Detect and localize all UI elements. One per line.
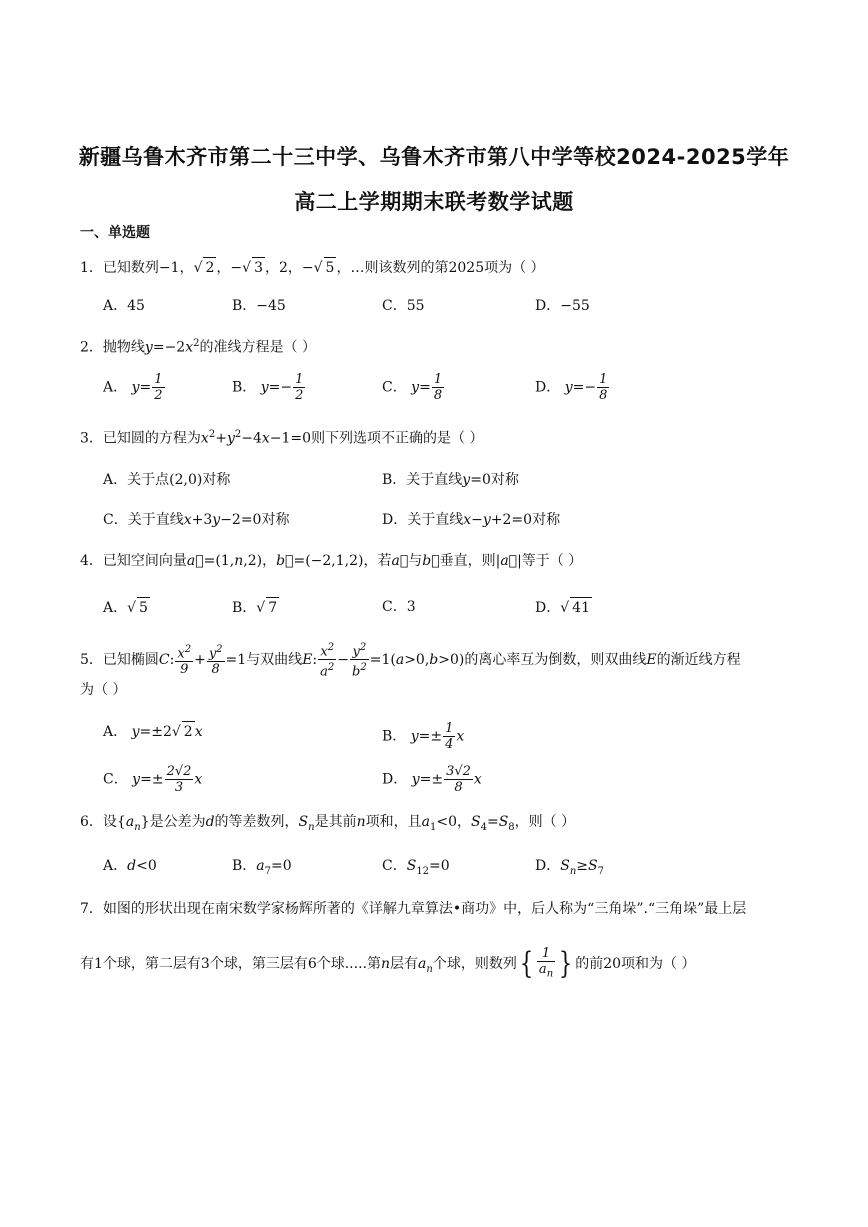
q1-option-c: C．55 [382,298,425,314]
q2-option-c: C． y= $\frac{1}{8}$ [382,372,443,403]
q4-option-a: A．√ 5 [103,597,150,618]
q3-option-a: A．关于点(2,0)对称 [103,472,231,488]
q6-option-d: D．$S_n\ge S_7$ [535,858,604,877]
q4-option-d: D．√ 41 [535,597,592,618]
question-6: 6．设$\{a_n\}$是公差为d的等差数列，$S_n$是其前n项和，且$a_1<0$，$S_4=S_8$，则（ ） [80,814,576,833]
section-heading: 一、单选题 [80,225,150,241]
q6-option-b: B．$a_7=0$ [232,858,292,877]
question-1: 1．已知数列−1，√ 2 ，−√ 3 ，2，−√ 5 ，…则该数列的第2025项为（ ） [80,257,545,278]
q4-option-b: B．√ 7 [232,597,279,618]
q2-option-d: D． y=− $\frac{1}{8}$ [535,372,608,403]
q1-option-a: A．45 [103,298,145,314]
question-2: 2．抛物线$y=-2x^2$的准线方程是（ ） [80,338,316,356]
q4-option-c: C．3 [382,599,416,615]
q5-option-a: A． y=±2√ 2 x [103,721,203,742]
q3-option-b: B．关于直线y=0对称 [382,472,519,488]
question-7-line-2: 有1个球，第二层有3个球，第三层有6个球.....第n层有$a_n$个球，则数列{ $\frac{1}{a_n}$ } 的前20项和为（ ） [80,945,696,981]
question-7: 7．如图的形状出现在南宋数学家杨辉所著的《详解九章算法•商功》中，后人称为“三角垛”.“三角垛”最上层 [80,901,747,917]
question-5: 5．已知椭圆C: $\frac{x^2}{9}$ + $\frac{y^2}{8}$ =1与双曲线E: $\frac{x^2}{a^2}$ − $\frac{y^2}{b^2}$ =1(a>0,b>0)的离心率互为倒数，则双曲线E的渐近线方程 [80,642,741,680]
q5-option-b: B． y=± $\frac{1}{4}$ x [382,721,465,752]
q2-option-b: B． y=− $\frac{1}{2}$ [232,372,304,403]
q3-option-c: C．关于直线x+3y−2=0对称 [103,512,290,528]
exam-title-line-1: 新疆乌鲁木齐市第二十三中学、乌鲁木齐市第八中学等校2024-2025学年 [78,145,790,169]
q5-option-d: D． y=± $\frac{3√2}{8}$ x [382,764,482,795]
question-3: 3．已知圆的方程为$x^2+y^2-4x-1=0$则下列选项不正确的是（ ） [80,429,484,447]
q1-option-b: B．−45 [232,298,286,314]
question-4: 4．已知空间向量a⃗=(1,n,2)，b⃗=(−2,1,2)，若a⃗与b⃗垂直，则|a⃗|等于（ ） [80,553,583,569]
question-5-line-2: 为（ ） [80,682,127,698]
q1-option-d: D．−55 [535,298,590,314]
q2-option-a: A． y= $\frac{1}{2}$ [103,372,163,403]
q3-option-d: D．关于直线x−y+2=0对称 [382,512,561,528]
q6-option-c: C．$S_{12}=0$ [382,858,450,877]
q6-option-a: A．d<0 [103,858,157,874]
exam-title-line-2: 高二上学期期末联考数学试题 [294,190,574,214]
q5-option-c: C． y=± $\frac{2√2}{3}$ x [103,764,203,795]
